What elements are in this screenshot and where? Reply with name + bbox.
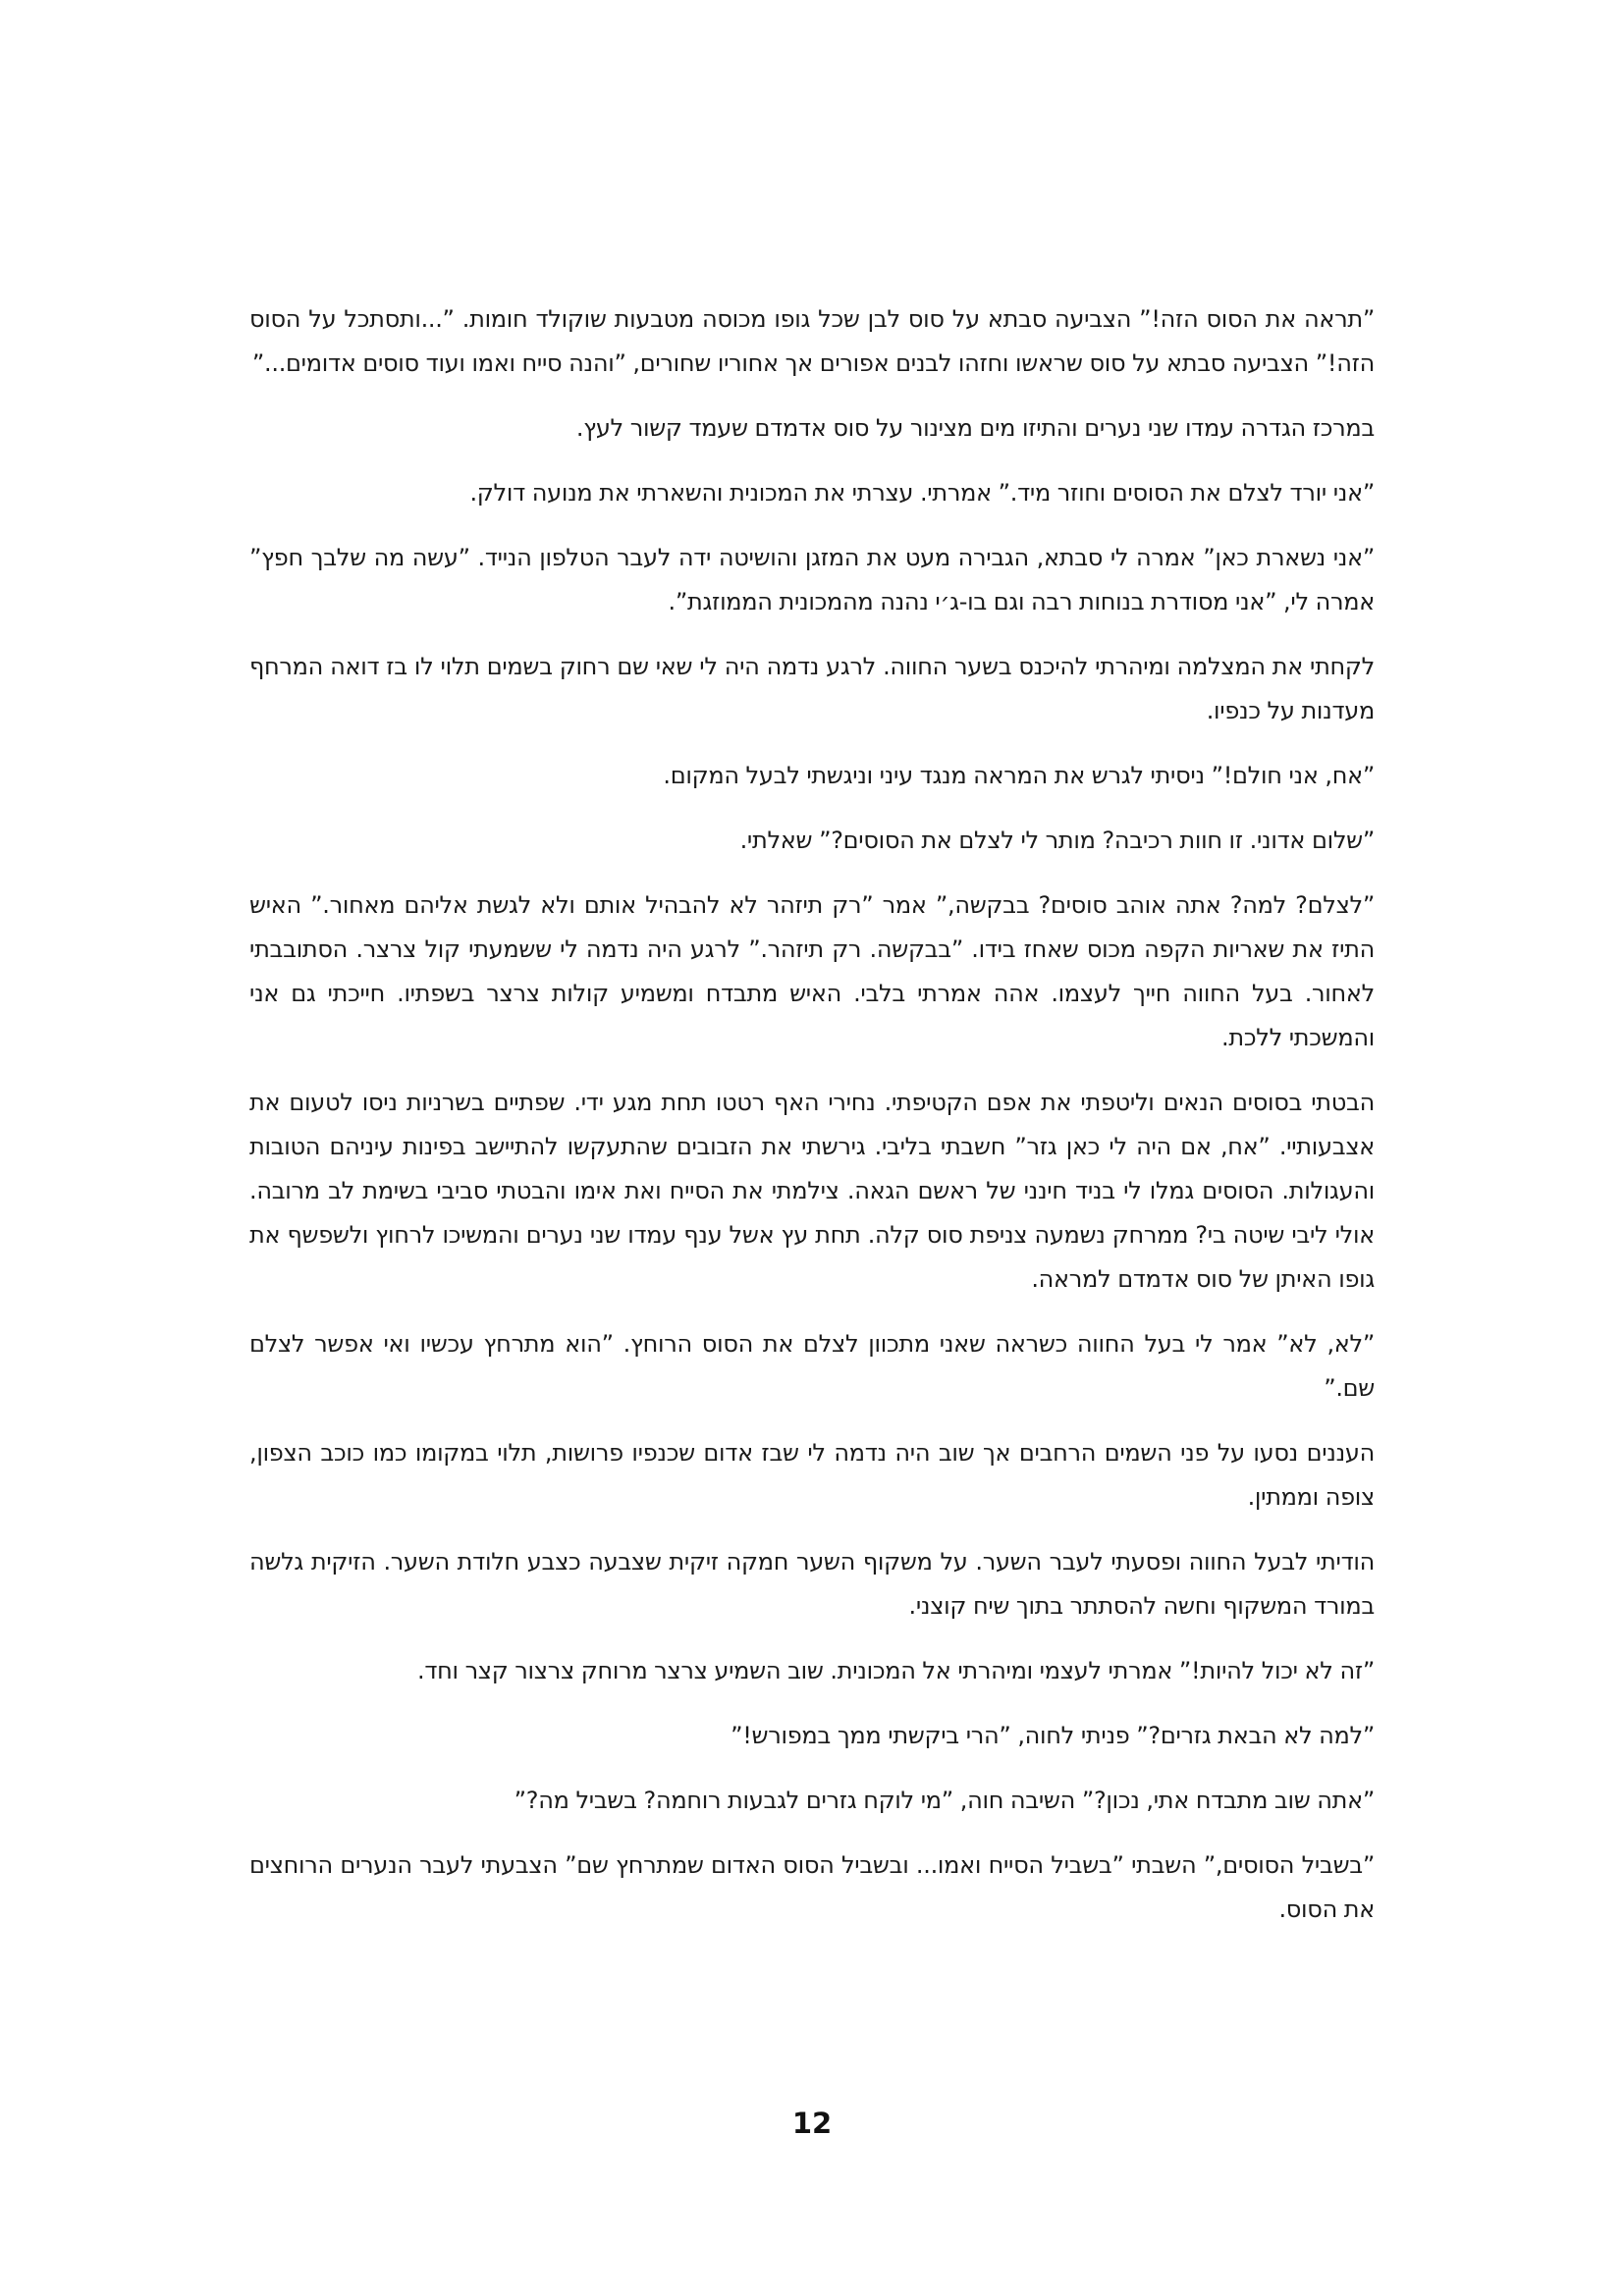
paragraph: הודיתי לבעל החווה ופסעתי לעבר השער. על משקוף השער חמקה זיקית שצבעה כצבע חלודת השער. הזיקית גלשה במורד המשקוף וחשה להסתתר בתוך שיח קוצני. xyxy=(249,1548,1375,1620)
paragraph: לקחתי את המצלמה ומיהרתי להיכנס בשער החווה. לרגע נדמה היה לי שאי שם רחוק בשמים תלוי לו בז דואה המרחף מעדנות על כנפיו. xyxy=(249,653,1375,724)
paragraph: ”לא, לא” אמר לי בעל החווה כשראה שאני מתכוון לצלם את הסוס הרוחץ. ”הוא מתרחץ עכשיו ואי אפשר לצלם שם.” xyxy=(249,1330,1375,1402)
paragraph: ”למה לא הבאת גזרים?” פניתי לחוה, ”הרי ביקשתי ממך במפורש!” xyxy=(731,1722,1375,1749)
paragraph: ”אתה שוב מתבדח אתי, נכון?” השיבה חוה, ”מי לוקח גזרים לגבעות רוחמה? בשביל מה?” xyxy=(514,1787,1375,1814)
paragraph: ”אח, אני חולם!” ניסיתי לגרש את המראה מנגד עיני וניגשתי לבעל המקום. xyxy=(663,762,1375,789)
story-text-block xyxy=(249,297,1375,1952)
paragraph: העננים נסעו על פני השמים הרחבים אך שוב היה נדמה לי שבז אדום שכנפיו פרושות, תלוי במקומו כמו כוכב הצפון, צופה וממתין. xyxy=(249,1439,1375,1511)
paragraph: ”שלום אדוני. זו חוות רכיבה? מותר לי לצלם את הסוסים?” שאלתי. xyxy=(739,827,1375,854)
paragraph: ”אני נשארת כאן” אמרה לי סבתא, הגבירה מעט את המזגן והושיטה ידה לעבר הטלפון הנייד. ”עשה מה שלבך חפץ” אמרה לי, ”אני מסודרת בנוחות רבה וגם בו-ג׳י נהנה מהמכונית הממוזגת”. xyxy=(249,544,1375,615)
paragraph: ”בשביל הסוסים,” השבתי ”בשביל הסייח ואמו... ובשביל הסוס האדום שמתרחץ שם” הצבעתי לעבר הנערים הרוחצים את הסוס. xyxy=(249,1851,1375,1923)
page-number: 12 xyxy=(791,2107,833,2140)
paragraph: הבטתי בסוסים הנאים וליטפתי את אפם הקטיפתי. נחירי האף רטטו תחת מגע ידי. שפתיים בשרניות ניסו לטעום את אצבעותיי. ”אח, אם היה לי כאן גזר” חשבתי בליבי. גירשתי את הזבובים שהתעקשו להתיישב בפינות עיניהם הטובות והעגולות. הסוסים גמלו לי בניד חינני של ראשם הגאה. צילמתי את הסייח ואת אימו והבטתי סביבי בשימת לב מרובה. אולי ליבי שיטה בי? ממרחק נשמעה צניפת סוס קלה. תחת עץ אשל ענף עמדו שני נערים והמשיכו לרחוץ ולשפשף את גופו האיתן של סוס אדמדם למראה. xyxy=(249,1089,1375,1293)
paragraph: ”תראה את הסוס הזה!” הצביעה סבתא על סוס לבן שכל גופו מכוסה מטבעות שוקולד חומות. ”...ותסתכל על הסוס הזה!” הצביעה סבתא על סוס שראשו וחזהו לבנים אפורים אך אחוריו שחורים, ”והנה סייח ואמו ועוד סוסים אדומים...” xyxy=(249,305,1375,377)
paragraph: במרכז הגדרה עמדו שני נערים והתיזו מים מצינור על סוס אדמדם שעמד קשור לעץ. xyxy=(575,414,1375,442)
paragraph: ”אני יורד לצלם את הסוסים וחוזר מיד.” אמרתי. עצרתי את המכונית והשארתי את מנועה דולק. xyxy=(469,479,1375,507)
paragraph: ”לצלם? למה? אתה אוהב סוסים? בבקשה,” אמר ”רק תיזהר לא להבהיל אותם ולא לגשת אליהם מאחור.” האיש התיז את שאריות הקפה מכוס שאחז בידו. ”בבקשה. רק תיזהר.” לרגע היה נדמה לי ששמעתי קול צרצר. הסתובבתי לאחור. בעל החווה חייך לעצמו. אהה אמרתי בלבי. האיש מתבדח ומשמיע קולות צרצר בשפתיו. חייכתי גם אני והמשכתי ללכת. xyxy=(249,891,1375,1051)
paragraph: ”זה לא יכול להיות!” אמרתי לעצמי ומיהרתי אל המכונית. שוב השמיע צרצר מרוחק צרצור קצר וחד. xyxy=(416,1657,1375,1684)
